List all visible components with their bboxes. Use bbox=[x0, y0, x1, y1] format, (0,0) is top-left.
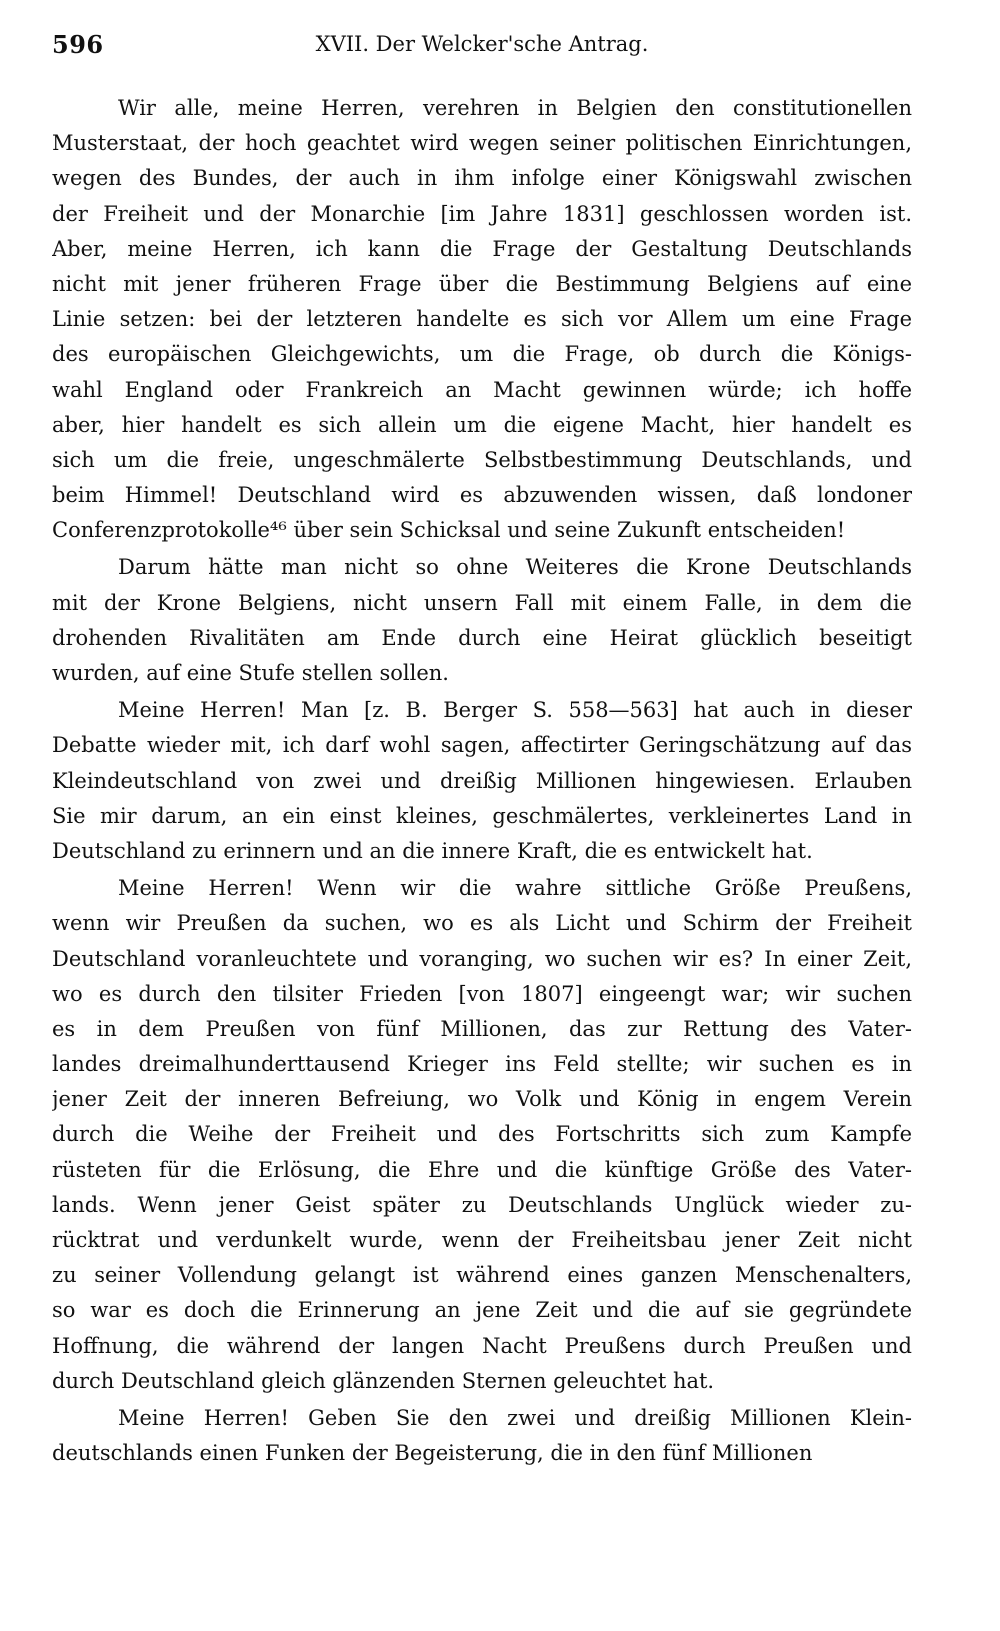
text-line: jener Zeit der inneren Befreiung, wo Volk und König in engem Verein bbox=[52, 1087, 912, 1112]
text-line: wenn wir Preußen da suchen, wo es als Licht und Schirm der Freiheit bbox=[52, 911, 912, 936]
text-line: rücktrat und verdunkelt wurde, wenn der Freiheitsbau jener Zeit nicht bbox=[52, 1228, 912, 1252]
text-line: Meine Herren! Geben Sie den zwei und dreißig Millionen Klein- bbox=[118, 1405, 912, 1430]
text-line: Debatte wieder mit, ich darf wohl sagen, affectirter Geringschätzung auf das bbox=[52, 733, 912, 758]
text-line: Kleindeutschland von zwei und dreißig Millionen hingewiesen. Erlauben bbox=[52, 768, 912, 793]
text-line: Wir alle, meine Herren, verehren in Belgien den constitutionellen bbox=[118, 96, 912, 120]
page-number: 596 bbox=[52, 30, 104, 59]
text-line: Aber, meine Herren, ich kann die Frage der Gestaltung Deutschlands bbox=[52, 236, 912, 261]
text-line: Linie setzen: bei der letzteren handelte es sich vor Allem um eine Frage bbox=[52, 307, 912, 332]
text-line: landes dreimalhunderttausend Krieger ins Feld stellte; wir suchen es in bbox=[52, 1052, 912, 1077]
page-header bbox=[52, 30, 912, 66]
paragraph bbox=[52, 871, 912, 1399]
paragraph bbox=[52, 1401, 912, 1471]
text-line: Deutschland voranleuchtete und voranging, wo suchen wir es? In einer Zeit, bbox=[52, 946, 912, 971]
text-line: rüsteten für die Erlösung, die Ehre und die künftige Größe des Vater- bbox=[52, 1157, 912, 1182]
text-line: so war es doch die Erinnerung an jene Zeit und die auf sie gegründete bbox=[52, 1298, 912, 1323]
text-line: Meine Herren! Wenn wir die wahre sittliche Größe Preußens, bbox=[118, 876, 912, 901]
text-line: wegen des Bundes, der auch in ihm infolge einer Königswahl zwischen bbox=[52, 166, 912, 191]
text-line: Conferenzprotokolle⁴⁶ über sein Schicksal und seine Zukunft entscheiden! bbox=[52, 518, 846, 543]
text-line: sich um die freie, ungeschmälerte Selbstbestimmung Deutschlands, und bbox=[52, 447, 912, 472]
text-line: des europäischen Gleichgewichts, um die Frage, ob durch die Königs- bbox=[52, 342, 912, 367]
text-line: es in dem Preußen von fünf Millionen, das zur Rettung des Vater- bbox=[52, 1016, 912, 1041]
text-line: drohenden Rivalitäten am Ende durch eine Heirat glücklich beseitigt bbox=[52, 625, 912, 650]
text-line: lands. Wenn jener Geist später zu Deutschlands Unglück wieder zu- bbox=[52, 1192, 912, 1217]
text-line: nicht mit jener früheren Frage über die Bestimmung Belgiens auf eine bbox=[52, 271, 912, 296]
text-line: durch Deutschland gleich glänzenden Sternen geleuchtet hat. bbox=[52, 1368, 715, 1393]
text-line: Musterstaat, der hoch geachtet wird wegen seiner politischen Einrichtungen, bbox=[52, 131, 912, 156]
text-line: wahl England oder Frankreich an Macht gewinnen würde; ich hoffe bbox=[52, 377, 912, 402]
text-line: zu seiner Vollendung gelangt ist während eines ganzen Menschenalters, bbox=[52, 1263, 912, 1288]
text-line: Sie mir darum, an ein einst kleines, geschmälertes, verkleinertes Land in bbox=[52, 803, 912, 828]
text-line: beim Himmel! Deutschland wird es abzuwenden wissen, daß londoner bbox=[52, 483, 912, 508]
text-line: wurden, auf eine Stufe stellen sollen. bbox=[52, 661, 449, 685]
text-line: Deutschland zu erinnern und an die innere Kraft, die es entwickelt hat. bbox=[52, 838, 813, 863]
text-line: durch die Weihe der Freiheit und des Fortschritts sich zum Kampfe bbox=[52, 1122, 912, 1147]
text-line: aber, hier handelt es sich allein um die eigene Macht, hier handelt es bbox=[52, 412, 912, 437]
text-line: der Freiheit und der Monarchie [im Jahre 1831] geschlossen worden ist. bbox=[52, 201, 912, 226]
text-line: deutschlands einen Funken der Begeisterung, die in den fünf Millionen bbox=[52, 1441, 813, 1466]
text-line: Hoffnung, die während der langen Nacht Preußens durch Preußen und bbox=[52, 1333, 912, 1358]
text-line: Meine Herren! Man [z. B. Berger S. 558—563] hat auch in dieser bbox=[118, 698, 912, 723]
paragraph bbox=[52, 91, 912, 548]
running-head: XVII. Der Welcker'sche Antrag. bbox=[315, 32, 649, 56]
paragraph bbox=[52, 693, 912, 869]
text-line: wo es durch den tilsiter Frieden [von 1807] eingeengt war; wir suchen bbox=[52, 981, 912, 1006]
text-line: Darum hätte man nicht so ohne Weiteres die Krone Deutschlands bbox=[118, 555, 912, 580]
body-text bbox=[52, 91, 912, 1471]
text-line: mit der Krone Belgiens, nicht unsern Fall mit einem Falle, in dem die bbox=[52, 590, 912, 615]
paragraph bbox=[52, 550, 912, 691]
